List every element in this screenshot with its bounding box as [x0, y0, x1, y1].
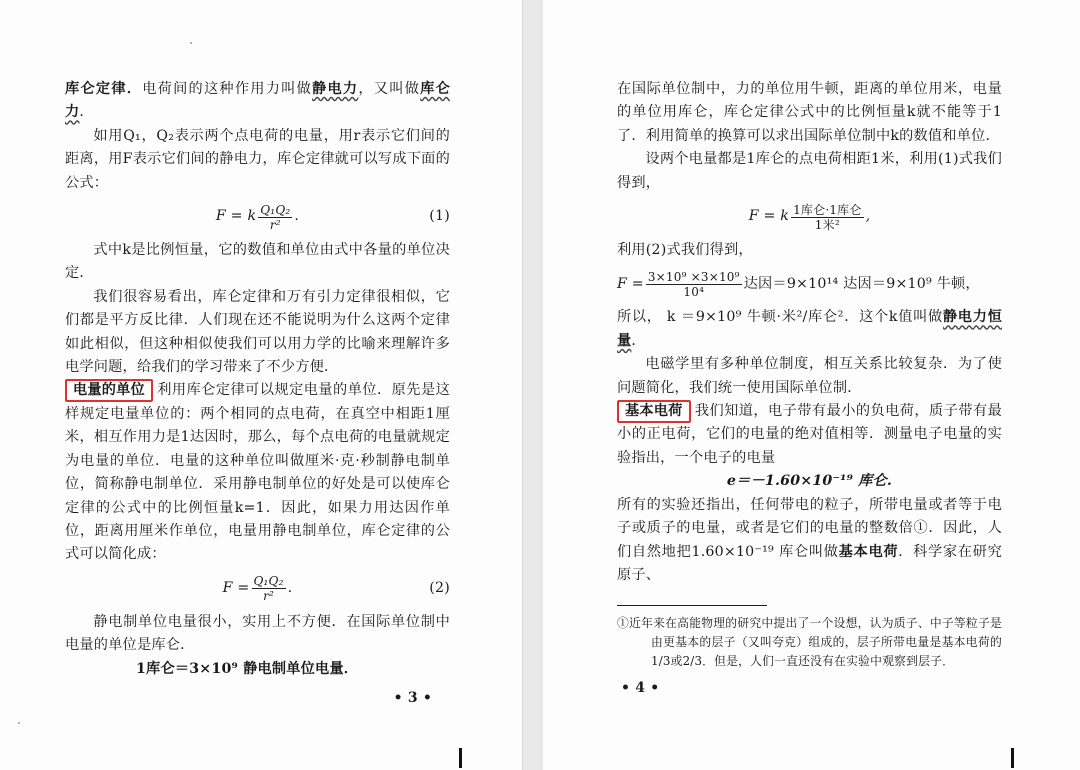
- term-electrostatic-constant: 静电力恒量: [617, 309, 1002, 349]
- paragraph-si-unit: 静电制单位电量很小，实用上不方便．在国际单位制中电量的单位是库仑．: [65, 613, 450, 654]
- paragraph-charge-unit: [65, 379, 450, 566]
- right-page-content: [617, 78, 1002, 701]
- equation-electron-charge: e＝－1.60×10⁻¹⁹ 库仑.: [726, 473, 893, 490]
- left-page-content: [65, 78, 450, 710]
- formula-fraction: [791, 203, 863, 232]
- text-span: ．: [631, 332, 646, 349]
- paragraph-si-units: 在国际单位制中，力的单位用牛顿，距离的单位用米，电量的单位用库仑，库仑定律公式中的比例恒量k就不能等于1了．利用简单的换算可以求出国际单位制中k的数值和单位．: [617, 81, 1002, 144]
- paragraph-elementary-charge: [617, 400, 1002, 470]
- highlighted-term-charge-unit: 电量的单位: [65, 379, 153, 402]
- text-span: 我们知道，电子带有最小的负电荷，质子带有最小的正电荷，它们的电量的绝对值相等．测量电子电量的实验指出，一个电子的电量: [617, 403, 1002, 466]
- fraction-numerator: 3×10⁹ ×3×10⁹: [647, 269, 740, 284]
- page-gutter: [522, 0, 545, 770]
- fraction-denominator: r²: [263, 589, 275, 604]
- formula-lhs: F = k: [748, 208, 790, 225]
- footnote-rule: [617, 605, 767, 606]
- text-span: 所以， k ＝9×10⁹ 牛顿·米²/库仑²．这个k值叫做: [617, 309, 943, 326]
- term-electrostatic-force: 静电力: [312, 81, 359, 97]
- fraction-numerator: Q₁Q₂: [260, 202, 291, 217]
- page-number: • 3 •: [393, 689, 432, 706]
- paragraph-unit-systems: 电磁学里有多种单位制度，相互关系比较复杂．为了使问题简化，我们统一使用国际单位制．: [617, 356, 1002, 396]
- text-span: 所有的实验还指出，任何带电的粒子，所带电量或者等于电子或质子的电量，或者是它们的电量的整数倍①．因此，人们自然地把1.60×10⁻¹⁹ 库仑叫做: [617, 496, 1002, 560]
- right-page: [543, 0, 1080, 770]
- fraction-numerator: 1库仑·1库仑: [793, 202, 862, 217]
- formula-tail: .: [287, 580, 293, 597]
- left-page: [0, 0, 522, 770]
- formula-3: [617, 195, 1002, 239]
- paragraph-coulomb-law: [65, 78, 450, 125]
- paragraph-inverse-square: 我们很容易看出，库仑定律和万有引力定律很相似，它们都是平方反比律．人们现在还不能说明为什么这两个定律如此相似，但这种相似使我们可以用力学的比喻来理解许多电学问题，给我们的学习带来了不少方便．: [65, 288, 450, 376]
- paragraph-k-constant: 式中k是比例恒量，它的数值和单位由式中各量的单位决定．: [65, 242, 450, 282]
- formula-fraction: [646, 270, 742, 299]
- paragraph-k-value: [617, 306, 1002, 353]
- scan-speck: [18, 722, 20, 724]
- equation-coulomb-conversion: 1库仑＝3×10⁹ 静电制单位电量．: [135, 660, 359, 677]
- formula-lhs: F =: [617, 275, 644, 292]
- page-number: • 4 •: [621, 680, 660, 697]
- formula-label: (1): [429, 208, 450, 225]
- formula-tail: 达因＝9×10¹⁴ 达因＝9×10⁹ 牛顿，: [743, 275, 980, 292]
- formula-lhs: F =: [222, 580, 250, 597]
- scan-speck: [190, 42, 192, 44]
- paragraph-formula-intro: 如用Q₁，Q₂表示两个点电荷的电量，用r表示它们间的距离，用F表示它们间的静电力，库仑定律就可以写成下面的公式：: [65, 127, 450, 191]
- text-span: ．科学家在研究原子、: [617, 543, 1002, 583]
- formula-tail: .: [294, 208, 300, 225]
- page-edge-mark: [459, 748, 462, 768]
- fraction-numerator: Q₁Q₂: [253, 574, 284, 589]
- text-span: 利用库仑定律可以规定电量的单位．原先是这样规定电量单位的：两个相同的点电荷，在真空中相距1厘米，相互作用力是1达因时，那么，每个点电荷的电量就规定为电量的单位．电量的这种单位叫做厘米·克·秒制静电制单位，简称静电制单位．采用静电制单位的好处是可以使库仑定律的公式中的比例恒量k=1．因此，如果力用达因作单位，距离用厘米作单位，电量用静电制单位，库仑定律的公式可以简化成：: [65, 382, 450, 563]
- fraction-denominator: 1米²: [814, 217, 840, 232]
- footnote: [617, 614, 1002, 671]
- text-span: 电荷间的这种作用力叫做: [142, 81, 313, 97]
- formula-tail: ,: [865, 208, 871, 225]
- paragraph-setup: 设两个电量都是1库仑的点电荷相距1米，利用(1)式我们得到，: [617, 151, 1002, 191]
- page-edge-mark: [1011, 748, 1014, 768]
- text-span: ．: [79, 104, 94, 121]
- formula-4: [617, 262, 1002, 306]
- formula-lhs: F = k: [215, 208, 257, 225]
- formula-fraction: [252, 574, 286, 603]
- fraction-denominator: r²: [269, 217, 281, 232]
- paragraph-quantization: [617, 494, 1002, 588]
- formula-1: [65, 195, 450, 239]
- text-span: ，又叫做: [358, 81, 421, 97]
- formula-fraction: [258, 203, 292, 232]
- footnote-text: ①近年来在高能物理的研究中提出了一个设想，认为质子、中子等粒子是由更基本的层子（又叫夸克）组成的，层子所带电量是基本电荷的1/3或2/3．但是，人们一直还没有在实验中观察到层子．: [617, 616, 1002, 669]
- fraction-denominator: 10⁴: [683, 284, 705, 299]
- paragraph-use-formula-2: 利用(2)式我们得到，: [617, 242, 753, 259]
- formula-2: [65, 567, 450, 611]
- highlighted-term-elementary-charge: 基本电荷: [617, 400, 691, 423]
- term-coulomb-force: 库仑力: [65, 81, 450, 121]
- heading-coulomb-law: 库仑定律．: [65, 81, 143, 97]
- formula-label: (2): [429, 579, 450, 596]
- term-elementary-charge: 基本电荷: [838, 543, 899, 560]
